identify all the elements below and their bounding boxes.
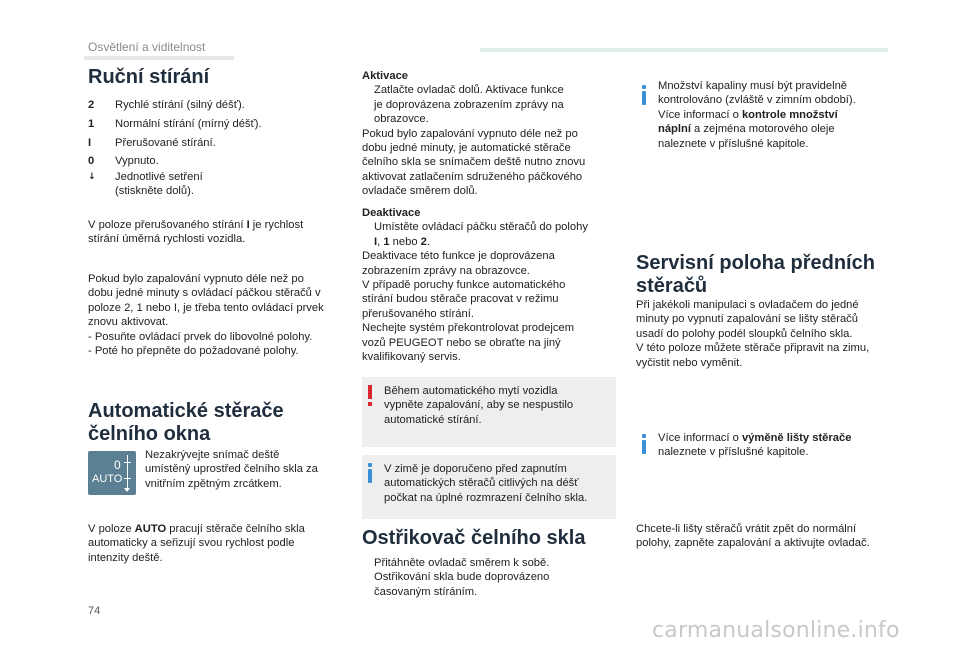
deactivation-heading: Deaktivace <box>362 207 421 219</box>
blade-replacement-info-box: Více informací o výměně lišty stěrače naleznete v příslušné kapitole. <box>636 426 890 468</box>
auto-wiper-icon: 0 AUTO <box>88 451 136 495</box>
service-position-paragraph: Při jakékoli manipulaci s ovladačem do jedné minuty po vypnutí zapalování se lišty stěračů usadí do polohy podél sloupků čelního skla. V této poloze můžete stěrače připravit na zimu, vyčistit nebo vyměnit. <box>636 299 870 369</box>
header-divider-left <box>84 56 234 60</box>
activation-heading: Aktivace <box>362 70 409 82</box>
deactivation-section: Deaktivace Umístěte ovládací páčku stěračů do polohy I, 1 nebo 2. Deaktivace této funkce je doprovázena zobrazením zprávy na obrazovce. V případě poruchy funkce automatického stírání budou stěrače pracovat v režimu přerušovaného stírání. Nechejte systém překontrolovat prodejcem vozů PEUGEOT nebo se obraťte na jiný kvalifikovaný servis. <box>362 206 612 364</box>
activation-section: Aktivace Zatlačte ovladač dolů. Aktivace funkce je doprovázena zobrazením zprávy na obrazovce. Pokud bylo zapalování vypnuto déle než po dobu jedné minuty, je automatické stěrače čelního skla se snímačem deště nutno znovu aktivovat zatlačením sdruženého páčkového ovladače směrem dolů. <box>362 69 612 199</box>
fluid-level-info-box: Množství kapaliny musí být pravidelně kontrolováno (zvláště v zimním období). Více informací o kontrole množství náplní a zejména motorového oleje naleznete v příslušné kapitole. <box>636 77 890 159</box>
arrow-down-icon: ↓ <box>88 172 96 182</box>
page-number: 74 <box>88 605 101 617</box>
info-icon <box>368 463 372 483</box>
washer-title: Ostřikovač čelního skla <box>362 527 586 549</box>
intermittent-paragraph: V poloze přerušovaného stírání I je rychlost stírání úměrná rychlosti vozidla. <box>88 219 304 246</box>
car-wash-warning-box: Během automatického mytí vozidla vypněte zapalování, aby se nespustilo automatické stírání. <box>362 377 616 447</box>
reactivation-paragraph: Pokud bylo zapalování vypnuto déle než po dobu jedné minuty s ovládací páčkou stěračů v poloze 2, 1 nebo I, je třeba tento ovládací prvek znovu aktivovat. - Posuňte ovládací prvek do libovolné polohy. - Poté ho přepněte do požadované polohy. <box>88 273 324 358</box>
service-position-title: Servisní poloha předních stěračů <box>636 252 875 297</box>
header-divider-right <box>480 48 888 52</box>
auto-mode-paragraph: V poloze AUTO pracují stěrače čelního skla automaticky a seřizují svou rychlost podle intenzity deště. <box>88 523 305 564</box>
section-header: Osvětlení a viditelnost <box>88 40 206 54</box>
info-icon <box>642 85 646 105</box>
winter-info-box: V zimě je doporučeno před zapnutím automatických stěračů citlivých na déšť počkat na úplné rozmrazení čelního skla. <box>362 455 616 519</box>
manual-wiping-title: Ruční stírání <box>88 66 210 88</box>
automatic-wipers-title: Automatické stěrače čelního okna <box>88 400 284 445</box>
rain-sensor-note: Nezakrývejte snímač deště umístěný uprostřed čelního skla za vnitřním zpětným zrcátkem. <box>145 449 318 490</box>
washer-instruction: Přitáhněte ovladač směrem k sobě. Ostřikování skla bude doprovázeno časovaným stíráním. <box>374 557 550 598</box>
info-icon <box>642 434 646 454</box>
watermark: carmanualsonline.info <box>652 618 900 643</box>
warning-icon <box>367 385 373 407</box>
return-position-paragraph: Chcete-li lišty stěračů vrátit zpět do normální polohy, zapněte zapalování a aktivujte ovladač. <box>636 523 870 550</box>
